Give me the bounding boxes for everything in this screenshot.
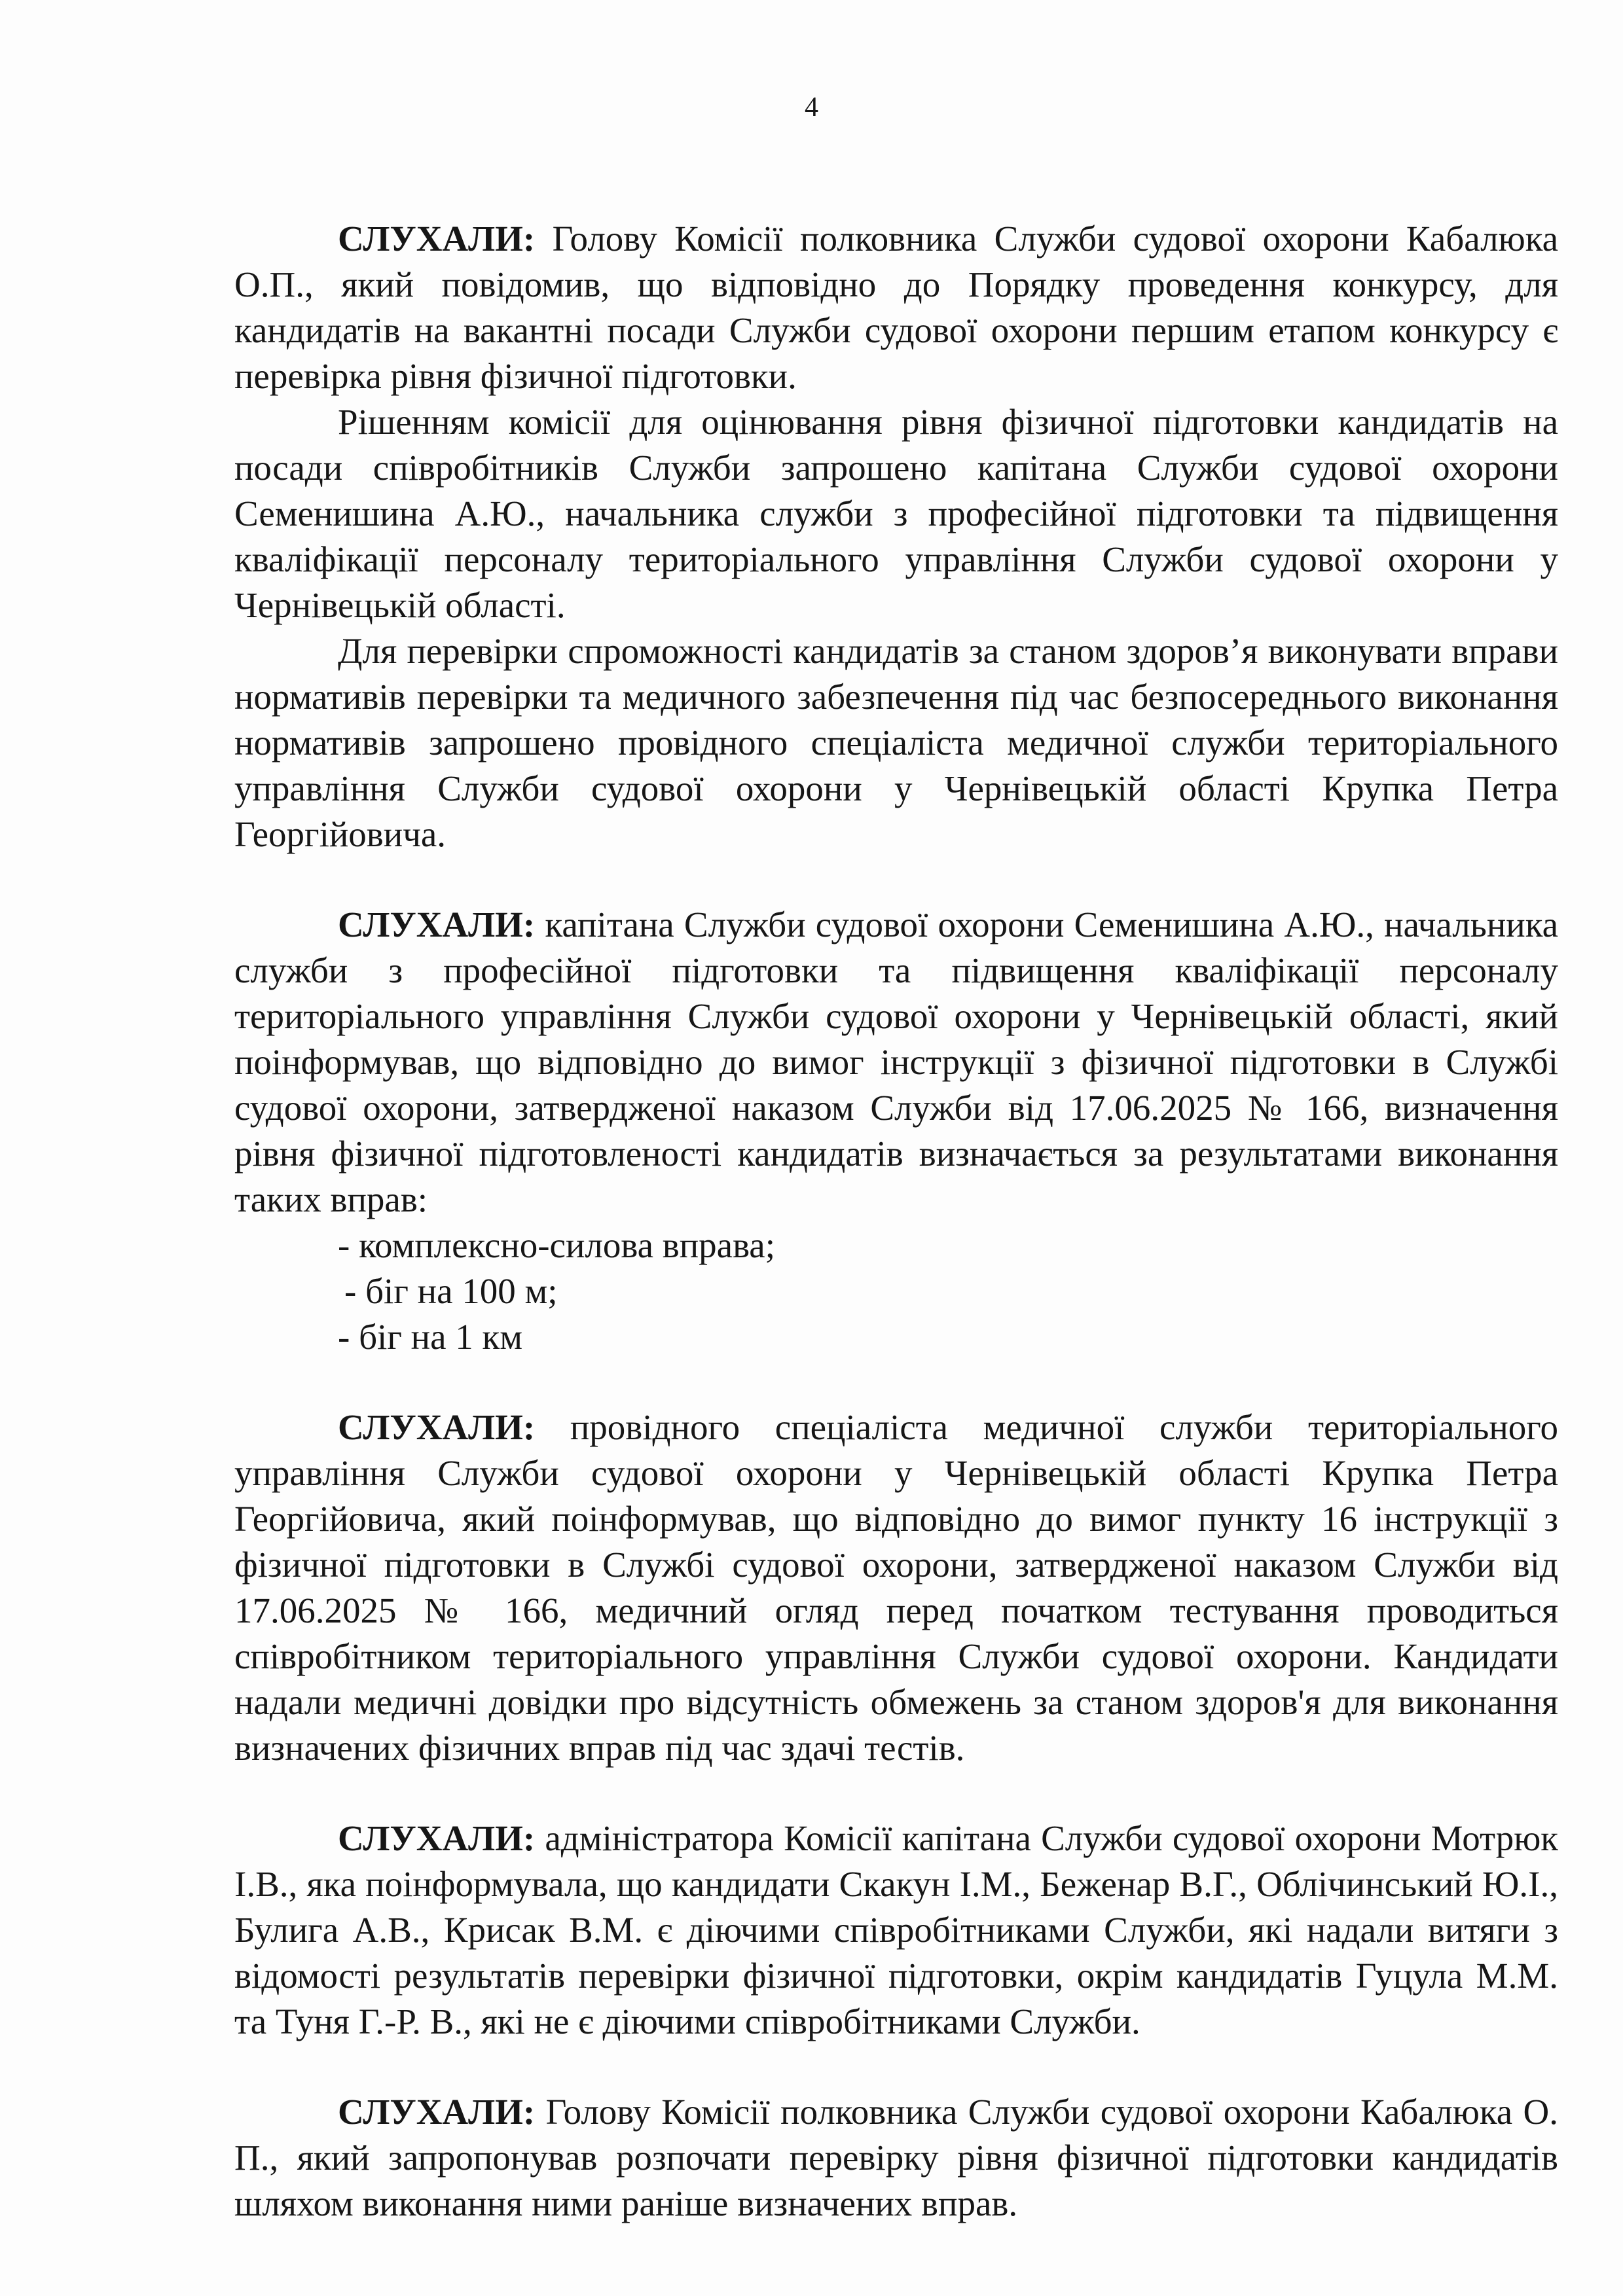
heard-label: СЛУХАЛИ: [338,1407,536,1447]
paragraph-medical-invitation [234,628,1558,857]
list-item: - біг на 1 км [338,1317,523,1357]
paragraph-text: адміністратора Комісії капітана Служби судової охорони Мотрюк І.В., яка поінформувала, що кандидати Скакун І.М., Беженар В.Г., Облічинський Ю.І., Булига А.В., Крисак В.М. є діючими співробітниками Служби, які надали витяги з відомості результатів перевірки фізичної підготовки, окрім кандидатів Гуцула М.М. та Туня Г.-Р. В., які не є діючими співробітниками Служби. [234,1818,1558,2041]
page-number: 4 [805,92,818,122]
paragraph-heard-administrator [234,1816,1558,2045]
paragraph-heard-instructor [234,902,1558,1223]
heard-label: СЛУХАЛИ: [338,219,536,259]
heard-label: СЛУХАЛИ: [338,2092,536,2132]
paragraph-text: провідного спеціаліста медичної служби територіального управління Служби судової охорони у Чернівецькій області Крупка Петра Георгійовича, який поінформував, що відповідно до вимог пункту 16 інструкції з фізичної підготовки в Службі судової охорони, затвердженої наказом Служби від 17.06.2025 № 166, медичний огляд перед початком тестування проводиться співробітником територіального управління Служби судової охорони. Кандидати надали медичні довідки про відсутність обмежень за станом здоров'я для виконання визначених фізичних вправ під час здачі тестів. [234,1407,1558,1768]
paragraph-text: капітана Служби судової охорони Семенишина А.Ю., начальника служби з професійної підготовки та підвищення кваліфікації персоналу територіального управління Служби судової охорони у Чернівецькій області, який поінформував, що відповідно до вимог інструкції з фізичної підготовки в Службі судової охорони, затвердженої наказом Служби від 17.06.2025 № 166, визначення рівня фізичної підготовленості кандидатів визначається за результатами виконання таких вправ: [234,905,1558,1219]
paragraph-heard-medical-specialist [234,1405,1558,1771]
heard-label: СЛУХАЛИ: [338,905,536,944]
paragraph-commission-decision [234,399,1558,628]
paragraph-text: Для перевірки спроможності кандидатів за станом здоров’я виконувати вправи нормативів перевірки та медичного забезпечення під час безпосереднього виконання нормативів запрошено провідного спеціаліста медичної служби територіального управління Служби судової охорони у Чернівецькій області Крупка Петра Георгійовича. [234,631,1558,854]
paragraph-text: Голову Комісії полковника Служби судової охорони Кабалюка О. П., який запропонував розпочати перевірку рівня фізичної підготовки кандидатів шляхом виконання ними раніше визначених вправ. [234,2092,1558,2223]
list-item: - комплексно-силова вправа; [338,1225,776,1265]
list-item: - біг на 100 м; [344,1271,558,1311]
exercise-list [234,1223,1558,1360]
paragraph-heard-chairman-intro [234,216,1558,399]
paragraph-text: Голову Комісії полковника Служби судової охорони Кабалюка О.П., який повідомив, що відповідно до Порядку проведення конкурсу, для кандидатів на вакантні посади Служби судової охорони першим етапом конкурсу є перевірка рівня фізичної підготовки. [234,219,1558,396]
heard-label: СЛУХАЛИ: [338,1818,536,1858]
document-body [234,216,1558,2227]
paragraph-text: Рішенням комісії для оцінювання рівня фізичної підготовки кандидатів на посади співробітників Служби запрошено капітана Служби судової охорони Семенишина А.Ю., начальника служби з професійної підготовки та підвищення кваліфікації персоналу територіального управління Служби судової охорони у Чернівецькій області. [234,402,1558,625]
paragraph-heard-chairman-proposal [234,2089,1558,2227]
